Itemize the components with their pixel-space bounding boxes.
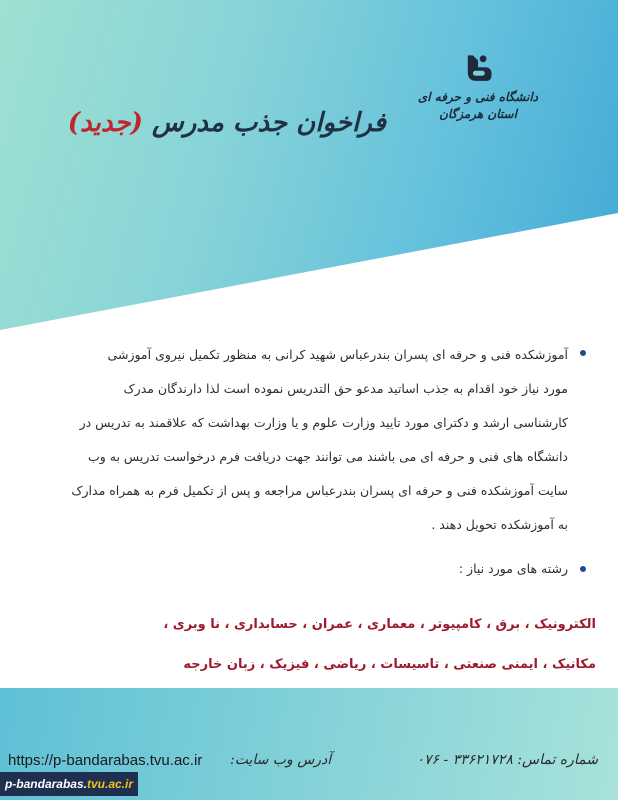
announcement-line: کارشناسی ارشد و دکترای مورد تایید وزارت علوم و یا وزارت بهداشت که علاقمند به تدریس در [79,415,568,430]
title-main: فراخوان جذب مدرس [152,108,386,138]
title-new-tag: (جدید) [67,108,143,138]
announcement-line: دانشگاه های فنی و حرفه ای می باشند می توانند جهت دریافت فرم درخواست تدریس به وب [88,449,568,464]
logo-province-name: استان هرمزگان [439,107,517,121]
announcement-line: سایت آموزشکده فنی و حرفه ای پسران بندرعباس مراجعه و پس از تکمیل فرم به همراه مدارک [71,483,568,498]
header-gradient-background [0,0,618,340]
fields-list-line-1: الکترونیک ، برق ، کامپیوتر ، معماری ، عمران ، حسابداری ، نا وبری ، [163,617,596,632]
logo-university-name: دانشگاه فنی و حرفه ای [417,90,538,104]
badge-highlight: tvu.ac.ir [87,777,134,791]
page-title [67,108,386,138]
badge-prefix: p-bandarabas. [4,777,87,791]
bullet-icon [580,350,586,356]
announcement-body [30,338,586,584]
university-logo [418,52,538,121]
announcement-paragraph [30,338,586,542]
announcement-line: مورد نیاز خود اقدام به جذب اساتید مدعو حق التدریس نموده است لذا دارندگان مدرک [123,381,568,396]
fields-heading-row [30,554,586,584]
bullet-icon [580,566,586,572]
site-badge[interactable] [0,772,138,796]
announcement-line: به آموزشکده تحویل دهند . [431,517,568,532]
contact-phone: شماره تماس: ۳۳۶۲۱۷۲۸ - ۰۷۶ [416,752,598,768]
website-url-link[interactable]: https://p-bandarabas.tvu.ac.ir [8,752,203,769]
fields-heading: رشته های مورد نیاز : [458,561,568,576]
tvu-logo-icon [461,52,495,86]
website-label: آدرس وب سایت: [230,752,332,768]
announcement-line: آموزشکده فنی و حرفه ای پسران بندرعباس شهید کرانی به منظور تکمیل نیروی آموزشی [107,347,568,362]
fields-list-line-2: مکانیک ، ایمنی صنعتی ، تاسیسات ، ریاضی ، فیزیک ، زبان خارجه [183,657,596,672]
